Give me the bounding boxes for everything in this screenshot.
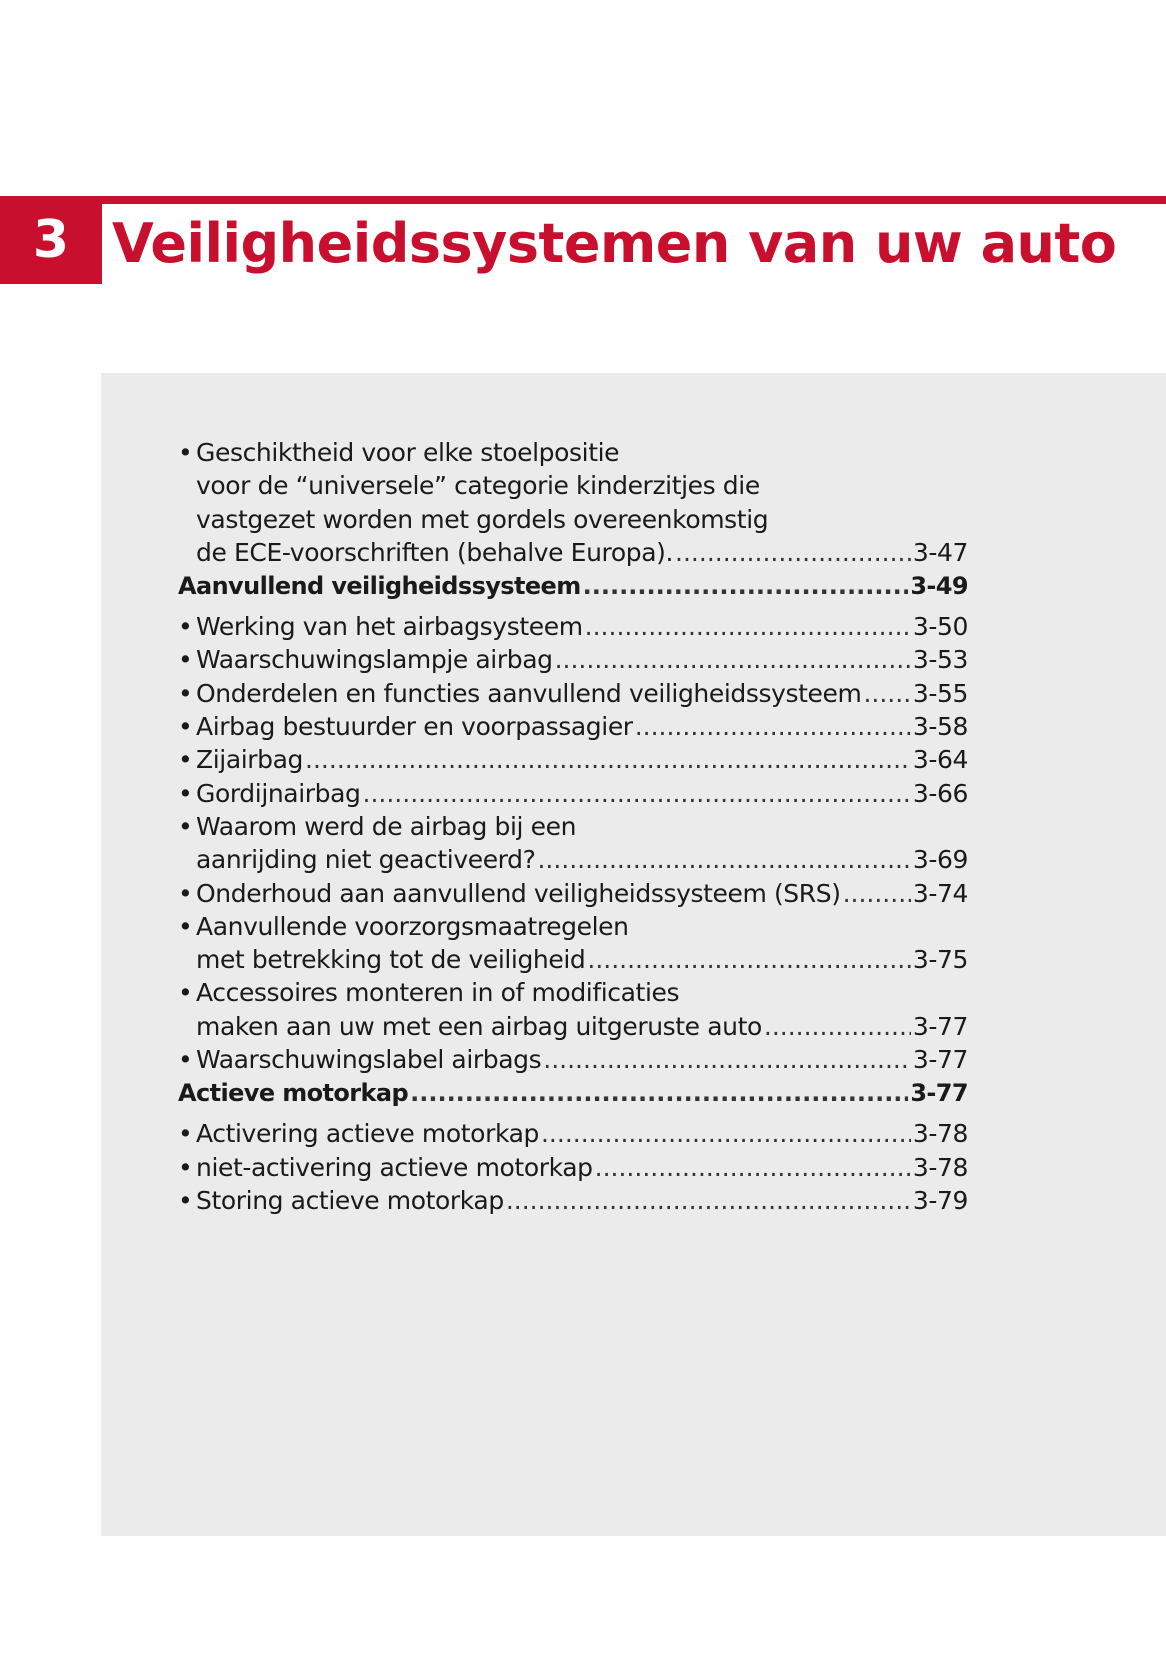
toc-entry[interactable] [178, 677, 968, 710]
toc-page-number: 3-78 [912, 1152, 968, 1182]
bullet-icon: • [178, 911, 193, 941]
bullet-icon: • [178, 612, 193, 642]
toc-leader-dots [506, 1184, 911, 1217]
toc-line [178, 710, 968, 743]
bullet-icon: • [178, 1152, 193, 1182]
chapter-number: 3 [0, 196, 102, 284]
toc-leader-dots [764, 1010, 911, 1043]
bullet-icon: • [178, 438, 193, 467]
toc-line [178, 943, 968, 976]
bullet-icon: • [178, 878, 193, 908]
toc-leader-dots [843, 877, 911, 910]
toc-entry[interactable] [178, 777, 968, 810]
toc-leader-dots [583, 569, 909, 604]
toc-entry-title: Waarschuwingslabel airbags [196, 1045, 542, 1075]
bullet-icon: • [178, 1185, 193, 1215]
toc-line [178, 1043, 968, 1076]
toc-leader-dots [541, 1117, 911, 1150]
toc-entry-title: maken aan uw met een airbag uitgeruste auto [196, 1011, 762, 1041]
toc-page-number: 3-50 [912, 612, 968, 642]
bullet-icon: • [178, 712, 193, 742]
toc-page-number: 3-55 [912, 678, 968, 708]
toc-line [178, 1076, 968, 1117]
bullet-icon: • [178, 778, 193, 808]
toc-page-number: 3-58 [912, 712, 968, 742]
toc-line [178, 810, 968, 843]
toc-leader-dots [635, 710, 911, 743]
toc-page-number: 3-53 [912, 645, 968, 675]
bullet-icon: • [178, 811, 193, 841]
chapter-header-bar [0, 196, 1166, 204]
toc-page-number: 3-69 [912, 845, 968, 875]
toc-page-number: 3-64 [912, 745, 968, 775]
toc-entry-title: Onderdelen en functies aanvullend veiligheidssysteem [196, 678, 862, 708]
toc-line [178, 536, 968, 569]
toc-line [178, 910, 968, 943]
toc-entry[interactable] [178, 1151, 968, 1184]
toc-line [178, 1184, 968, 1217]
toc-line [178, 436, 968, 469]
toc-line [178, 1010, 968, 1043]
toc-entry[interactable] [178, 976, 968, 1043]
toc-entry[interactable] [178, 743, 968, 776]
toc-entry[interactable] [178, 810, 968, 877]
toc-entry-title: Werking van het airbagsysteem [196, 612, 583, 642]
toc-entry[interactable] [178, 610, 968, 643]
bullet-icon: • [178, 678, 193, 708]
toc-leader-dots [543, 1043, 911, 1076]
toc-entry-title: Airbag bestuurder en voorpassagier [196, 712, 633, 742]
toc-page-number: 3-77 [910, 1079, 968, 1108]
toc-entry[interactable] [178, 1117, 968, 1150]
toc-line [178, 677, 968, 710]
toc-line [178, 469, 968, 502]
toc-section[interactable] [178, 1076, 968, 1117]
bullet-icon: • [178, 745, 193, 775]
toc-page-number: 3-47 [912, 537, 968, 567]
toc-leader-dots [305, 743, 911, 776]
toc-entry[interactable] [178, 710, 968, 743]
toc-entry-title: Waarschuwingslampje airbag [196, 645, 553, 675]
toc-entry-title: Onderhoud aan aanvullend veiligheidssysteem (SRS) [196, 878, 841, 908]
toc-leader-dots [587, 943, 910, 976]
toc-entry-title: Aanvullend veiligheidssysteem [178, 572, 581, 601]
toc-leader-dots [675, 536, 911, 569]
toc-entry[interactable] [178, 910, 968, 977]
toc-entry[interactable] [178, 436, 968, 569]
toc-entry[interactable] [178, 1184, 968, 1217]
toc-entry-title: Accessoires monteren in of modificaties [196, 978, 680, 1008]
toc-leader-dots [410, 1076, 908, 1111]
toc-entry-title: Zijairbag [196, 745, 304, 775]
toc-entry-title: niet-activering actieve motorkap [196, 1152, 593, 1182]
table-of-contents [178, 436, 968, 1217]
toc-line [178, 843, 968, 876]
bullet-icon: • [178, 645, 193, 675]
toc-entry-title: Activering actieve motorkap [196, 1119, 539, 1149]
bullet-icon: • [178, 1119, 193, 1149]
toc-page-number: 3-78 [912, 1119, 968, 1149]
toc-entry-title: aanrijding niet geactiveerd? [196, 845, 536, 875]
toc-line [178, 976, 968, 1009]
toc-entry-title: voor de “universele” categorie kinderzitjes die [196, 471, 760, 501]
toc-line [178, 643, 968, 676]
toc-leader-dots [595, 1151, 911, 1184]
toc-leader-dots [555, 643, 911, 676]
toc-entry-title: Waarom werd de airbag bij een [196, 811, 577, 841]
toc-entry-title: Gordijnairbag [196, 778, 361, 808]
toc-page-number: 3-49 [910, 572, 968, 601]
bullet-icon: • [178, 978, 193, 1008]
toc-page-number: 3-74 [912, 878, 968, 908]
bullet-icon: • [178, 1045, 193, 1075]
toc-line [178, 1151, 968, 1184]
toc-entry[interactable] [178, 877, 968, 910]
toc-entry-title: vastgezet worden met gordels overeenkomstig [196, 504, 769, 534]
toc-section[interactable] [178, 569, 968, 610]
toc-line [178, 569, 968, 610]
toc-page-number: 3-77 [912, 1045, 968, 1075]
toc-line [178, 877, 968, 910]
toc-line [178, 777, 968, 810]
toc-entry-title: Actieve motorkap [178, 1079, 409, 1108]
toc-entry-title: Aanvullende voorzorgsmaatregelen [196, 911, 629, 941]
toc-line [178, 743, 968, 776]
toc-page-number: 3-79 [912, 1185, 968, 1215]
toc-entry-title: Storing actieve motorkap [196, 1185, 504, 1215]
toc-entry-title: Geschiktheid voor elke stoelpositie [196, 438, 620, 467]
toc-entry[interactable] [178, 643, 968, 676]
chapter-title: Veiligheidssystemen van uw auto [112, 212, 1117, 275]
toc-leader-dots [363, 777, 911, 810]
toc-leader-dots [863, 677, 910, 710]
toc-entry-title: met betrekking tot de veiligheid [196, 945, 586, 975]
toc-page-number: 3-66 [912, 778, 968, 808]
toc-page-number: 3-75 [912, 945, 968, 975]
toc-leader-dots [537, 843, 910, 876]
toc-entry[interactable] [178, 1043, 968, 1076]
toc-line [178, 503, 968, 536]
toc-entry-title: de ECE-voorschriften (behalve Europa). [196, 537, 674, 567]
toc-line [178, 1117, 968, 1150]
toc-leader-dots [585, 610, 911, 643]
toc-line [178, 610, 968, 643]
toc-page-number: 3-77 [912, 1011, 968, 1041]
